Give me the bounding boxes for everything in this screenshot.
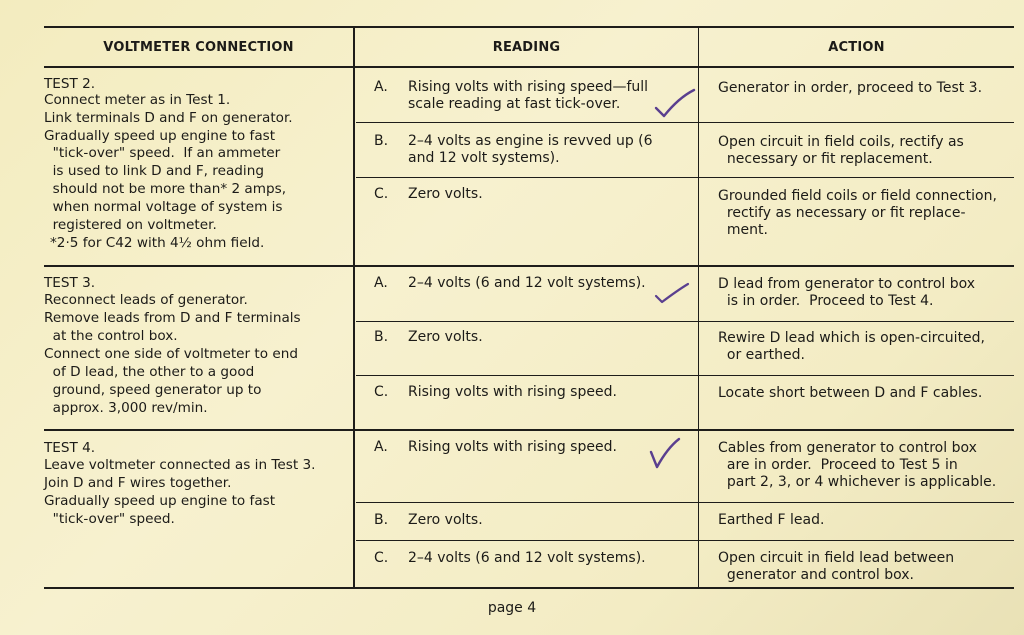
row-separator bbox=[356, 540, 1014, 541]
test-2-title: TEST 2. bbox=[44, 76, 96, 92]
reading-letter: B. bbox=[374, 512, 389, 528]
row-separator bbox=[356, 122, 1014, 123]
header-bottom-rule bbox=[44, 66, 1014, 68]
test-2-line: Gradually speed up engine to fast bbox=[44, 128, 276, 144]
reading-text: 2–4 volts as engine is revved up (6 bbox=[408, 133, 653, 149]
reading-letter: B. bbox=[374, 133, 389, 149]
test-2-line: registered on voltmeter. bbox=[44, 217, 217, 233]
reading-letter: C. bbox=[374, 186, 389, 202]
test-4-line: Leave voltmeter connected as in Test 3. bbox=[44, 457, 316, 473]
test-3-line: Reconnect leads of generator. bbox=[44, 292, 248, 308]
action-text: Generator in order, proceed to Test 3. bbox=[718, 80, 983, 96]
reading-text: Rising volts with rising speed. bbox=[408, 384, 617, 400]
reading-text: 2–4 volts (6 and 12 volt systems). bbox=[408, 275, 646, 291]
action-text: or earthed. bbox=[718, 347, 805, 363]
column-divider-1 bbox=[353, 28, 355, 588]
action-text: is in order. Proceed to Test 4. bbox=[718, 293, 934, 309]
action-text: Locate short between D and F cables. bbox=[718, 385, 983, 401]
action-text: Grounded field coils or field connection, bbox=[718, 188, 997, 204]
reading-text: Rising volts with rising speed—full bbox=[408, 79, 649, 95]
header-voltmeter-connection: VOLTMETER CONNECTION bbox=[103, 40, 294, 55]
test-2-line: Link terminals D and F on generator. bbox=[44, 110, 293, 126]
test3-bottom-rule bbox=[44, 429, 1014, 431]
test-3-title: TEST 3. bbox=[44, 275, 96, 291]
reading-text: 2–4 volts (6 and 12 volt systems). bbox=[408, 550, 646, 566]
reading-text: Zero volts. bbox=[408, 512, 483, 528]
row-separator bbox=[356, 177, 1014, 178]
table-top-rule bbox=[44, 26, 1014, 28]
test-3-line: Connect one side of voltmeter to end bbox=[44, 346, 298, 362]
test-2-line: when normal voltage of system is bbox=[44, 199, 283, 215]
test-3-line: approx. 3,000 rev/min. bbox=[44, 400, 208, 416]
row-separator bbox=[356, 502, 1014, 503]
action-text: D lead from generator to control box bbox=[718, 276, 976, 292]
test-2-line: Connect meter as in Test 1. bbox=[44, 92, 231, 108]
reading-text: Zero volts. bbox=[408, 186, 483, 202]
action-text: Open circuit in field lead between bbox=[718, 550, 955, 566]
checkmark-icon bbox=[654, 282, 690, 306]
action-text: Cables from generator to control box bbox=[718, 440, 977, 456]
test2-bottom-rule bbox=[44, 265, 1014, 267]
action-text: Open circuit in field coils, rectify as bbox=[718, 134, 964, 150]
reading-letter: A. bbox=[374, 439, 388, 455]
reading-letter: A. bbox=[374, 79, 388, 95]
reading-text: Zero volts. bbox=[408, 329, 483, 345]
page-number: page 4 bbox=[487, 600, 537, 616]
action-text: are in order. Proceed to Test 5 in bbox=[718, 457, 958, 473]
test-2-line: "tick-over" speed. If an ammeter bbox=[44, 145, 281, 161]
row-separator bbox=[356, 321, 1014, 322]
test-4-line: "tick-over" speed. bbox=[44, 511, 175, 527]
header-reading: READING bbox=[492, 40, 561, 55]
reading-text: scale reading at fast tick-over. bbox=[408, 96, 621, 112]
action-text: Rewire D lead which is open-circuited, bbox=[718, 330, 986, 346]
test-4-line: Join D and F wires together. bbox=[44, 475, 232, 491]
action-text: rectify as necessary or fit replace- bbox=[718, 205, 966, 221]
test-4-line: Gradually speed up engine to fast bbox=[44, 493, 276, 509]
reading-text: Rising volts with rising speed. bbox=[408, 439, 617, 455]
table-bottom-rule bbox=[44, 587, 1014, 589]
action-text: part 2, 3, or 4 whichever is applicable. bbox=[718, 474, 997, 490]
action-text: necessary or fit replacement. bbox=[718, 151, 933, 167]
test-3-line: Remove leads from D and F terminals bbox=[44, 310, 301, 326]
header-action: ACTION bbox=[828, 40, 885, 55]
reading-letter: B. bbox=[374, 329, 389, 345]
test-2-footnote: *2·5 for C42 with 4½ ohm field. bbox=[50, 235, 265, 251]
reading-letter: A. bbox=[374, 275, 388, 291]
row-separator bbox=[356, 375, 1014, 376]
action-text: Earthed F lead. bbox=[718, 512, 825, 528]
test-4-title: TEST 4. bbox=[44, 440, 96, 456]
reading-letter: C. bbox=[374, 550, 389, 566]
checkmark-icon bbox=[648, 436, 682, 470]
action-text: generator and control box. bbox=[718, 567, 915, 583]
checkmark-icon bbox=[654, 88, 696, 120]
action-text: ment. bbox=[718, 222, 768, 238]
test-3-line: at the control box. bbox=[44, 328, 178, 344]
reading-text: and 12 volt systems). bbox=[408, 150, 560, 166]
column-divider-2 bbox=[698, 28, 699, 588]
test-3-line: ground, speed generator up to bbox=[44, 382, 262, 398]
reading-letter: C. bbox=[374, 384, 389, 400]
test-2-line: is used to link D and F, reading bbox=[44, 163, 264, 179]
test-2-line: should not be more than* 2 amps, bbox=[44, 181, 287, 197]
test-3-line: of D lead, the other to a good bbox=[44, 364, 255, 380]
